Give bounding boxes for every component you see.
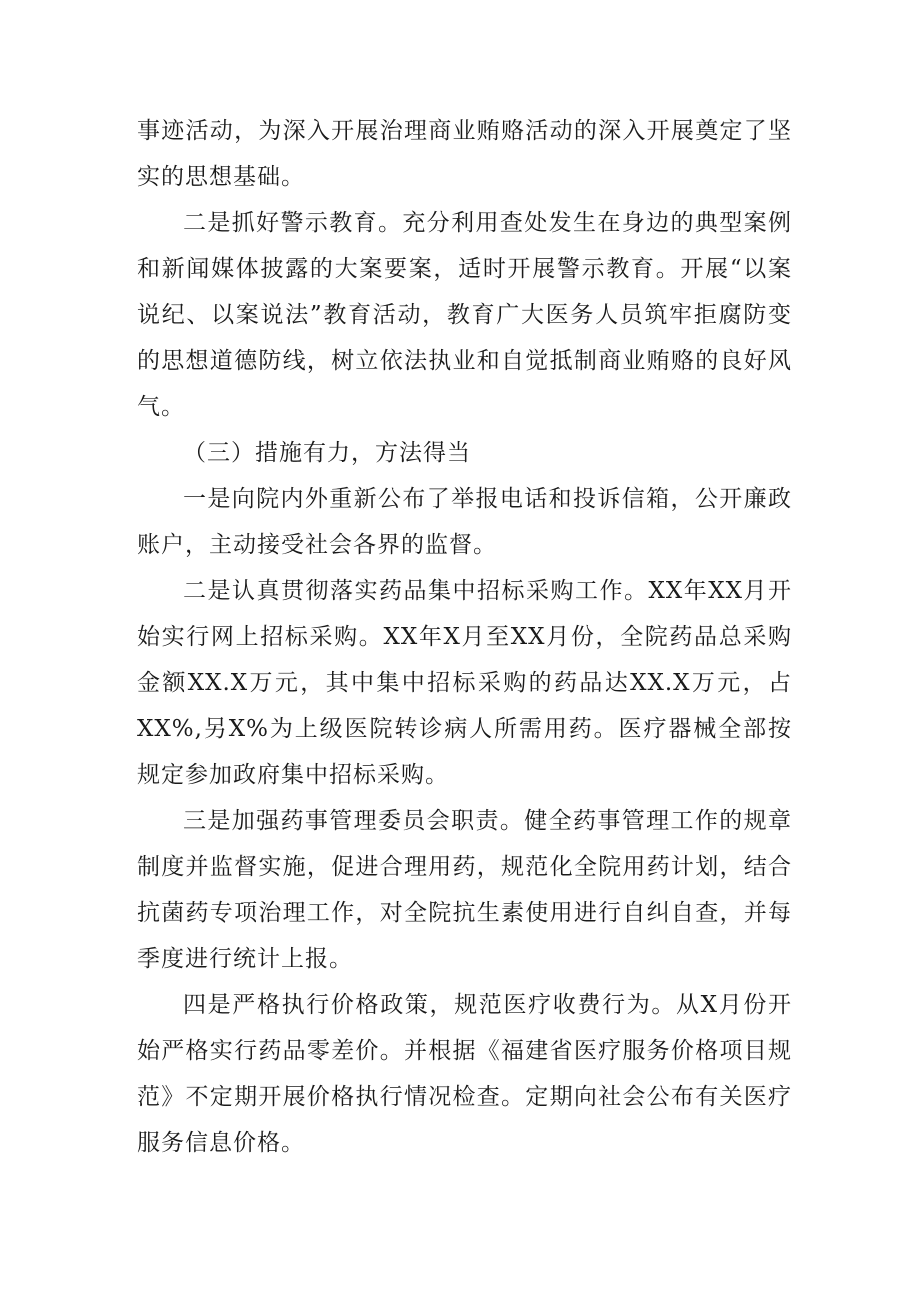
document-body [137, 108, 792, 1166]
section-heading-measures: （三）措施有力，方法得当 [183, 440, 471, 466]
paragraph-warning-education: 二是抓好警示教育。充分利用查处发生在身边的典型案例和新闻媒体披露的大案要案，适时开展警示教育。开展“以案说纪、以案说法”教育活动，教育广大医务人员筑牢拒腐防变的思想道德防线，树立依法执业和自觉抵制商业贿赂的良好风气。 [137, 210, 792, 420]
paragraph-pharmacy-committee: 三是加强药事管理委员会职责。健全药事管理工作的规章制度并监督实施，促进合理用药，规范化全院用药计划，结合抗菌药专项治理工作，对全院抗生素使用进行自纠自查，并每季度进行统计上报。 [137, 808, 792, 972]
paragraph-continuation: 事迹活动，为深入开展治理商业贿赂活动的深入开展奠定了坚实的思想基础。 [137, 118, 792, 190]
paragraph-reporting-hotline: 一是向院内外重新公布了举报电话和投诉信箱，公开廉政账户，主动接受社会各界的监督。 [137, 486, 792, 558]
paragraph-drug-procurement: 二是认真贯彻落实药品集中招标采购工作。XX年XX月开始实行网上招标采购。XX年X月至XX月份，全院药品总采购金额XX.X万元，其中集中招标采购的药品达XX.X万元，占XX%,另X%为上级医院转诊病人所需用药。医疗器械全部按规定参加政府集中招标采购。 [137, 578, 792, 788]
paragraph-pricing-policy: 四是严格执行价格政策，规范医疗收费行为。从X月份开始严格实行药品零差价。并根据《福建省医疗服务价格项目规范》不定期开展价格执行情况检查。定期向社会公布有关医疗服务信息价格。 [137, 992, 792, 1156]
